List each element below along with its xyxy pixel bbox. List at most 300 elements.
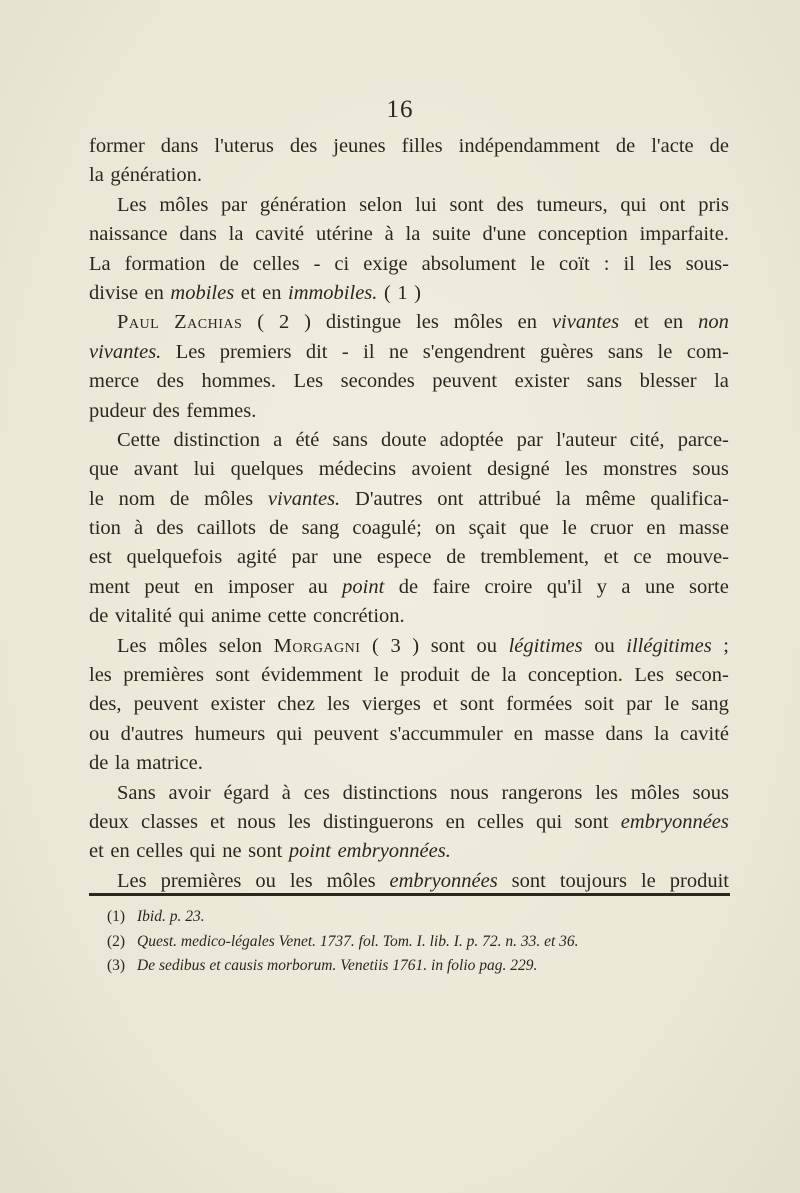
word: qui <box>276 722 303 745</box>
word: la <box>405 223 421 246</box>
word: peuvent <box>432 370 498 393</box>
word: à <box>134 517 144 540</box>
footnote-text: Quest. medico-légales Venet. 1737. fol. Tom. I. lib. I. p. 72. n. 33. et 36. <box>137 932 579 950</box>
word: le <box>664 693 680 716</box>
word: ) <box>414 281 421 304</box>
word: cette <box>267 605 307 628</box>
word: humeurs <box>194 722 266 745</box>
footnote-mark: (2) <box>107 932 126 950</box>
word: coït <box>558 252 590 275</box>
word: de <box>169 487 190 510</box>
word: au <box>308 575 328 598</box>
word: sous <box>692 458 729 481</box>
word: sous <box>692 781 729 804</box>
word: premières <box>160 869 242 892</box>
word: ment <box>89 575 130 598</box>
text-line <box>89 720 729 749</box>
word: 3 <box>390 634 401 657</box>
word: selon <box>218 634 263 657</box>
word: de <box>219 252 239 275</box>
word: et <box>432 693 448 716</box>
word: l'auteur <box>556 428 617 451</box>
word: non <box>698 311 729 334</box>
word: sans <box>332 428 368 451</box>
word: les <box>565 458 588 481</box>
word: Les <box>117 869 147 892</box>
footnote-rule <box>89 893 730 896</box>
word: y <box>596 575 607 598</box>
word: de <box>89 752 109 775</box>
word: en <box>262 281 282 304</box>
word: et <box>603 546 619 569</box>
footnote-text: Ibid. p. 23. <box>137 908 205 925</box>
word: parce- <box>677 428 729 451</box>
word: môles <box>326 869 376 892</box>
page-number: 16 <box>386 96 414 123</box>
word: les <box>327 693 350 716</box>
word: la <box>555 487 571 510</box>
footnote-mark: (3) <box>107 957 126 974</box>
text-line <box>89 455 729 484</box>
word: de <box>89 605 109 628</box>
footnote-mark: (1) <box>107 908 126 925</box>
word: a <box>621 575 631 598</box>
word: secon- <box>675 664 729 687</box>
word: guères <box>539 340 594 363</box>
word: illégitimes <box>626 634 712 657</box>
word: été <box>295 428 320 451</box>
word: dit <box>305 340 328 363</box>
word: en <box>110 840 130 863</box>
word: pudeur <box>89 399 146 422</box>
word: de <box>269 517 289 540</box>
word: le <box>373 664 389 687</box>
word: a <box>273 428 283 451</box>
word: le <box>657 340 673 363</box>
word: indépendamment <box>458 135 600 157</box>
word: qui <box>535 810 563 833</box>
word: designé <box>487 458 550 481</box>
word: l'uterus <box>214 135 274 157</box>
word: les <box>289 869 313 892</box>
word: ( <box>372 634 379 657</box>
word: peuvent <box>313 722 379 745</box>
word: des <box>156 370 184 393</box>
word: secondes <box>340 370 415 393</box>
word: cité, <box>629 428 665 451</box>
word: la <box>501 664 517 687</box>
word: des, <box>89 693 122 716</box>
footnote <box>107 905 727 930</box>
footnote <box>107 954 727 979</box>
word: agité <box>236 546 277 569</box>
word: et <box>634 311 649 334</box>
word: sous- <box>685 252 729 275</box>
word: classes <box>141 810 198 833</box>
word: sont <box>459 693 495 716</box>
word: même <box>585 487 636 510</box>
word: ) <box>304 311 311 334</box>
word: merce <box>89 370 140 393</box>
text-line <box>89 573 729 602</box>
word: blesser <box>639 370 697 393</box>
word: naissance <box>89 223 168 246</box>
text-line <box>89 749 729 778</box>
word: suite <box>432 223 471 246</box>
word: mouve- <box>666 546 729 569</box>
word: sorte <box>688 575 729 598</box>
word: môles <box>453 311 503 334</box>
word: premiers <box>219 340 292 363</box>
word: Zachias <box>174 311 243 334</box>
word: faire <box>432 575 471 598</box>
text-line <box>89 602 729 631</box>
word: le <box>640 869 656 892</box>
word: une <box>644 575 675 598</box>
word: tion <box>89 517 121 540</box>
word: les <box>416 311 439 334</box>
word: La <box>89 252 111 275</box>
footnotes <box>107 905 727 979</box>
text-line <box>89 367 729 396</box>
word: ; <box>723 634 729 657</box>
word: ( <box>257 311 265 334</box>
word: Les <box>117 634 147 657</box>
text-line <box>89 632 729 661</box>
word: de <box>446 546 466 569</box>
word: la <box>654 722 669 745</box>
word: vivantes <box>551 311 620 334</box>
text-line <box>89 338 729 367</box>
word: et <box>89 840 104 863</box>
word: la <box>228 223 244 246</box>
word: distingue <box>325 311 402 334</box>
word: sont <box>215 664 250 687</box>
word: soit <box>584 693 614 716</box>
word: le <box>89 487 104 510</box>
word: par <box>516 428 543 451</box>
word: celles <box>252 252 300 275</box>
word: et <box>240 281 256 304</box>
word: par <box>221 193 248 216</box>
word: embryonnées. <box>337 840 451 863</box>
word: distinction <box>173 428 260 451</box>
word: sans <box>586 370 623 393</box>
word: conception. <box>527 664 623 687</box>
text-line <box>89 514 729 543</box>
word: exister <box>514 370 570 393</box>
word: sont <box>248 840 283 863</box>
word: génération. <box>110 164 202 187</box>
word: quelques <box>230 458 304 481</box>
text-line <box>89 867 729 896</box>
word: évidemment <box>261 664 363 687</box>
word: la <box>89 164 104 187</box>
word: le <box>530 252 545 275</box>
word: celles <box>136 840 183 863</box>
word: qu'il <box>546 575 583 598</box>
word: sans <box>607 340 644 363</box>
word: hommes. <box>201 370 277 393</box>
body-text <box>89 132 729 896</box>
word: lui <box>193 458 216 481</box>
word: doute <box>381 428 427 451</box>
word: croire <box>484 575 533 598</box>
word: Les <box>634 664 664 687</box>
word: ( <box>383 281 391 304</box>
word: - <box>341 340 349 363</box>
word: d'une <box>482 223 527 246</box>
footnote <box>107 930 727 955</box>
footnote-text: De sedibus et causis morborum. Venetiis 1761. in folio pag. 229. <box>137 957 538 974</box>
word: femmes. <box>186 399 257 422</box>
word: des <box>289 135 318 157</box>
word: exister <box>210 693 266 716</box>
word: jeunes <box>333 135 386 157</box>
word: Les <box>117 193 147 216</box>
word: embryonnées <box>389 869 498 892</box>
word: exige <box>363 252 408 275</box>
word: sont <box>449 193 484 216</box>
word: filles <box>401 135 443 157</box>
word: former <box>89 135 145 157</box>
word: génération <box>259 193 347 216</box>
word: la <box>114 752 130 775</box>
word: - <box>313 252 321 275</box>
text-line <box>89 308 729 337</box>
word: Les <box>175 340 206 363</box>
word: point <box>342 575 385 598</box>
word: lui <box>415 193 437 216</box>
word: s'accummuler <box>389 722 503 745</box>
word: des <box>152 399 180 422</box>
word: divise <box>89 281 138 304</box>
word: qui <box>178 605 205 628</box>
word: quelquefois <box>126 546 223 569</box>
word: avant <box>133 458 179 481</box>
word: distinguerons <box>322 810 434 833</box>
word: que <box>519 517 549 540</box>
word: peut <box>144 575 180 598</box>
word: chez <box>277 693 315 716</box>
word: ne <box>222 840 242 863</box>
word: il <box>363 340 375 363</box>
text-line <box>89 690 729 719</box>
word: est <box>89 546 112 569</box>
word: en <box>445 810 465 833</box>
word: qui <box>620 193 647 216</box>
word: attribué <box>478 487 541 510</box>
word: pris <box>698 193 729 216</box>
word: produit <box>400 664 460 687</box>
word: ou <box>89 722 110 745</box>
word: sang <box>691 693 729 716</box>
word: par <box>626 693 653 716</box>
word: ou <box>476 634 497 657</box>
word: vivantes. <box>267 487 341 510</box>
word: monstres <box>603 458 678 481</box>
word: môles <box>204 487 254 510</box>
word: ou <box>594 634 615 657</box>
word: 1 <box>397 281 408 304</box>
word: ce <box>633 546 652 569</box>
word: utérine <box>315 223 373 246</box>
word: les <box>288 810 311 833</box>
word: celles <box>477 810 524 833</box>
word: sçait <box>468 517 507 540</box>
text-line <box>89 485 729 514</box>
word: cavité <box>255 223 305 246</box>
word: môles <box>630 781 680 804</box>
word: sont <box>511 869 546 892</box>
word: Sans <box>117 781 156 804</box>
word: le <box>562 517 577 540</box>
word: avoient <box>411 458 472 481</box>
word: formation <box>124 252 206 275</box>
text-line <box>89 808 729 837</box>
word: tumeurs, <box>536 193 608 216</box>
word: distinctions <box>342 781 438 804</box>
word: par <box>291 546 318 569</box>
text-line <box>89 250 729 279</box>
word: coagulé; <box>352 517 422 540</box>
word: il <box>623 252 635 275</box>
word: on <box>434 517 456 540</box>
word: ) <box>412 634 420 657</box>
word: vierges <box>361 693 421 716</box>
word: D'autres <box>355 487 423 510</box>
word: égard <box>223 781 269 804</box>
word: dans <box>179 223 217 246</box>
word: sang <box>301 517 340 540</box>
word: dans <box>605 722 644 745</box>
word: conception <box>537 223 628 246</box>
word: produit <box>669 869 729 892</box>
text-line <box>89 397 729 426</box>
word: d'autres <box>120 722 184 745</box>
word: formées <box>506 693 573 716</box>
word: nous <box>237 810 276 833</box>
word: 2 <box>278 311 290 334</box>
word: cruor <box>589 517 634 540</box>
word: Paul <box>117 311 160 334</box>
word: des <box>156 517 184 540</box>
word: : <box>603 252 610 275</box>
word: qui <box>189 840 216 863</box>
word: anime <box>211 605 262 628</box>
word: Les <box>293 370 324 393</box>
text-line <box>89 426 729 455</box>
text-line <box>89 191 729 220</box>
word: rangerons <box>501 781 583 804</box>
word: la <box>714 370 729 393</box>
word: com- <box>686 340 729 363</box>
word: imparfaite. <box>639 223 729 246</box>
word: masse <box>678 517 729 540</box>
word: l'acte <box>651 135 694 157</box>
word: avoir <box>168 781 211 804</box>
word: en <box>144 281 164 304</box>
word: en <box>646 517 666 540</box>
word: médecins <box>318 458 397 481</box>
word: et <box>210 810 225 833</box>
word: dans <box>160 135 199 157</box>
word: une <box>332 546 363 569</box>
word: absolument <box>421 252 517 275</box>
word: en <box>663 311 684 334</box>
word: Morgagni <box>273 634 361 657</box>
word: de <box>398 575 419 598</box>
word: caillots <box>196 517 256 540</box>
word: cavité <box>680 722 729 745</box>
word: mobiles <box>170 281 235 304</box>
word: sont <box>430 634 465 657</box>
word: en <box>194 575 214 598</box>
word: ou <box>255 869 276 892</box>
word: adoptée <box>439 428 504 451</box>
word: toujours <box>559 869 628 892</box>
word: vitalité <box>114 605 172 628</box>
word: espece <box>376 546 432 569</box>
word: embryonnées <box>620 810 729 833</box>
word: ces <box>303 781 330 804</box>
word: concrétion. <box>313 605 405 628</box>
word: ci <box>334 252 350 275</box>
word: immobiles. <box>288 281 378 304</box>
word: les <box>648 252 672 275</box>
word: ont <box>659 193 686 216</box>
word: de <box>615 135 636 157</box>
word: masse <box>544 722 595 745</box>
word: s'engendrent <box>422 340 526 363</box>
word: à <box>281 781 291 804</box>
word: ont <box>437 487 464 510</box>
word: les <box>595 781 618 804</box>
word: matrice. <box>136 752 203 775</box>
word: môles <box>159 193 209 216</box>
word: des <box>496 193 524 216</box>
word: en <box>517 311 538 334</box>
word: imposer <box>227 575 294 598</box>
word: de <box>709 135 729 157</box>
word: nom <box>118 487 156 510</box>
word: que <box>89 458 119 481</box>
text-line <box>89 661 729 690</box>
word: les <box>89 664 112 687</box>
word: tremblement, <box>480 546 590 569</box>
word: vivantes. <box>89 340 162 363</box>
word: Cette <box>117 428 161 451</box>
word: selon <box>359 193 403 216</box>
word: de <box>470 664 491 687</box>
text-line <box>89 543 729 572</box>
text-line <box>89 132 729 161</box>
word: à <box>384 223 394 246</box>
word: point <box>288 840 332 863</box>
word: deux <box>89 810 129 833</box>
word: ne <box>388 340 409 363</box>
word: môles <box>158 634 208 657</box>
word: nous <box>450 781 489 804</box>
text-line <box>89 837 729 866</box>
word: légitimes <box>508 634 583 657</box>
text-line <box>89 220 729 249</box>
text-line <box>89 779 729 808</box>
word: sont <box>574 810 609 833</box>
word: peuvent <box>133 693 199 716</box>
word: qualifica- <box>650 487 729 510</box>
text-line <box>89 161 729 190</box>
